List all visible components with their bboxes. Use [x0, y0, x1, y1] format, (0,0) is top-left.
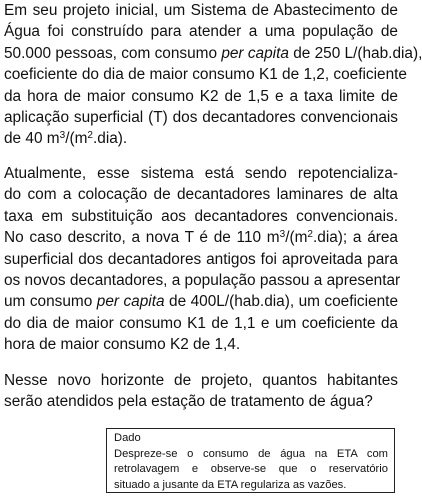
text-line: Nesse novo horizonte de projeto, quantos habitantes	[4, 372, 398, 389]
given-data-title: Dado	[114, 432, 141, 444]
text-segment: um consumo	[4, 293, 93, 311]
text-line: do dia de maior consumo K1 de 1,1 e um coeficiente da	[4, 314, 398, 332]
superscript: 3	[279, 229, 286, 241]
text-segment: de 400L/(hab.dia), um coeficiente	[169, 293, 399, 311]
text-line: hora de maior consumo K2 de 1,4.	[4, 336, 241, 354]
text-segment: de 40 m	[4, 130, 60, 148]
text-segment: /(m	[285, 229, 308, 247]
given-data-line: retrolavagem e observe-se que o reservatório	[114, 463, 388, 476]
given-data-box	[106, 428, 395, 493]
text-line	[4, 128, 398, 149]
text-line: Água foi construído para atender a uma população de	[4, 23, 398, 41]
question-prompt	[4, 370, 398, 413]
text-line	[4, 43, 422, 64]
question-paragraph-1	[4, 0, 422, 150]
text-line: aplicação superficial (T) dos decantadores convencionais	[4, 109, 398, 127]
text-line: superficial dos decantadores antigos foi aproveitada para	[4, 250, 398, 268]
superscript: 2	[87, 130, 93, 142]
text-line: coeficiente do dia de maior consumo K1 de 1,2, coeficiente	[4, 66, 407, 84]
superscript: 2	[307, 229, 313, 241]
text-line: da hora de maior consumo K2 de 1,5 e a taxa limite de	[4, 87, 398, 105]
text-line: Em seu projeto inicial, um Sistema de Abastecimento de	[4, 2, 398, 19]
given-data-line: Despreze-se o consumo de água na ETA com	[114, 447, 388, 460]
text-segment: de 250 L/(hab.dia),	[293, 44, 422, 62]
text-line: taxa em substituição aos decantadores convencionais.	[4, 207, 398, 225]
text-line: do com a colocação de decantadores laminares de alta	[4, 186, 398, 204]
text-segment: .dia); a área	[312, 229, 398, 247]
italic-term: per capita	[221, 44, 289, 62]
given-data-line: situado a jusante da ETA regulariza as vazões.	[114, 478, 347, 491]
text-line	[4, 291, 398, 312]
text-line: Atualmente, esse sistema está sendo repotencializa-	[4, 165, 398, 182]
superscript: 3	[59, 130, 66, 142]
text-segment: No caso descrito, a nova T é de 110 m	[4, 229, 280, 247]
text-line: os novos decantadores, a população passou a apresentar	[4, 272, 401, 290]
question-paragraph-2	[4, 163, 401, 356]
text-segment: .dia).	[92, 130, 128, 148]
text-line: serão atendidos pela estação de tratamento de água?	[4, 393, 373, 411]
text-line	[4, 227, 398, 248]
text-segment: /(m	[65, 130, 88, 148]
text-segment: 50.000 pessoas, com consumo	[4, 44, 218, 62]
italic-term: per capita	[96, 293, 165, 311]
